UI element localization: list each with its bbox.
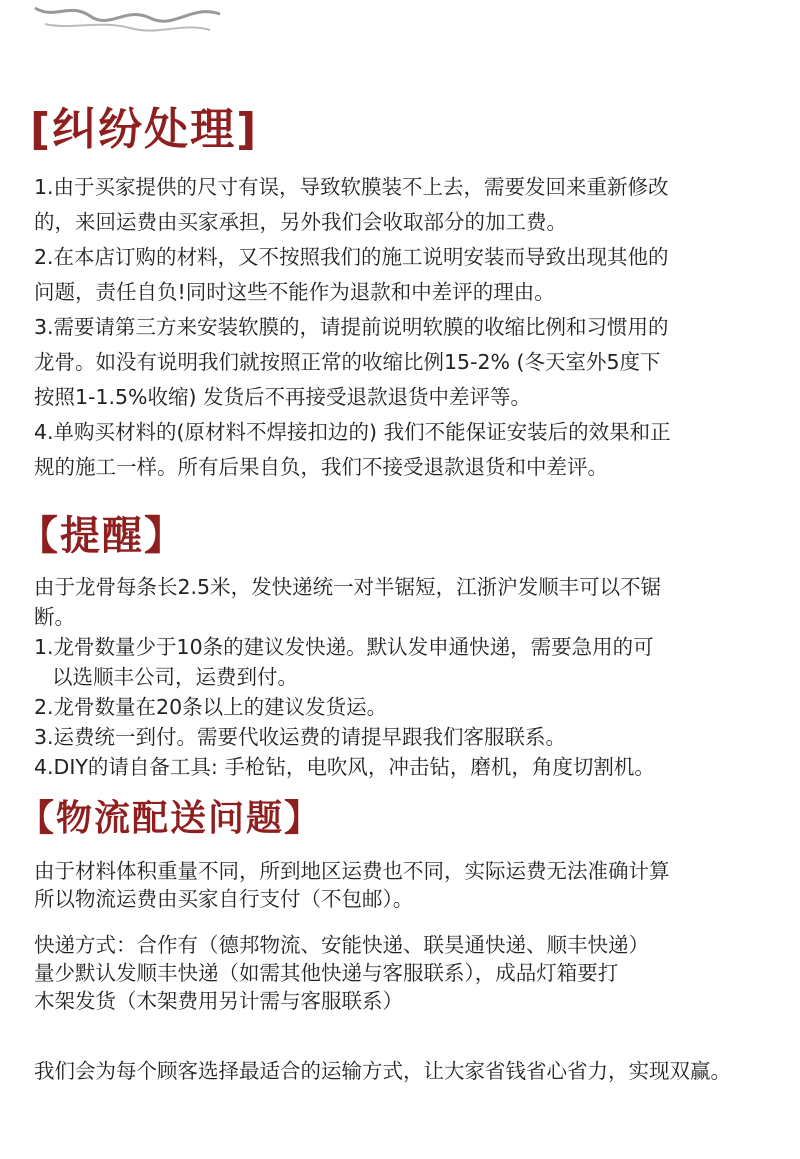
logistics-heading: 【物流配送问题】 bbox=[18, 798, 323, 839]
logistics-section bbox=[0, 795, 800, 1085]
reminder-line: 由于龙骨每条长2.5米，发快递统一对半锯短，江浙沪发顺丰可以不锯 bbox=[34, 575, 662, 599]
dispute-line: 规的施工一样。所有后果自负，我们不接受退款退货和中差评。 bbox=[34, 455, 608, 479]
dispute-line: 龙骨。如没有说明我们就按照正常的收缩比例15-2% (冬天室外5度下 bbox=[34, 350, 661, 374]
top-decoration bbox=[30, 0, 230, 40]
express-line: 量少默认发顺丰快递（如需其他快递与客服联系），成品灯箱要打 bbox=[34, 961, 619, 985]
dispute-line: 3.需要请第三方来安装软膜的，请提前说明软膜的收缩比例和习惯用的 bbox=[34, 315, 669, 339]
dispute-line: 的，来回运费由买家承担，另外我们会收取部分的加工费。 bbox=[34, 210, 567, 234]
dispute-line: 4.单购买材料的(原材料不焊接扣边的) 我们不能保证安装后的效果和正 bbox=[34, 420, 671, 444]
dispute-line: 按照1-1.5%收缩) 发货后不再接受退款退货中差评等。 bbox=[34, 385, 532, 409]
dispute-section bbox=[0, 102, 800, 485]
dispute-line: 1.由于买家提供的尺寸有误，导致软膜装不上去，需要发回来重新修改 bbox=[34, 175, 669, 199]
reminder-line: 4.DIY的请自备工具: 手枪钻，电吹风，冲击钻，磨机，角度切割机。 bbox=[34, 755, 655, 779]
closing-line: 我们会为每个顾客选择最适合的运输方式，让大家省钱省心省力，实现双赢。 bbox=[34, 1059, 731, 1083]
reminder-line: 以选顺丰公司，运费到付。 bbox=[52, 665, 298, 689]
dispute-heading: [纠纷处理] bbox=[30, 104, 259, 155]
reminder-line: 1.龙骨数量少于10条的建议发快递。默认发申通快递，需要急用的可 bbox=[34, 635, 654, 659]
reminder-line: 2.龙骨数量在20条以上的建议发货运。 bbox=[34, 695, 388, 719]
logistics-body bbox=[0, 857, 800, 1085]
logistics-intro-line: 所以物流运费由买家自行支付（不包邮）。 bbox=[34, 887, 414, 911]
dispute-line: 问题，责任自负!同时这些不能作为退款和中差评的理由。 bbox=[34, 280, 555, 304]
dispute-body bbox=[0, 170, 800, 485]
reminder-section bbox=[0, 510, 800, 782]
express-line: 木架发货（木架费用另计需与客服联系） bbox=[34, 989, 403, 1013]
reminder-heading: 【提醒】 bbox=[18, 513, 186, 559]
reminder-line: 断。 bbox=[34, 605, 75, 629]
reminder-line: 3.运费统一到付。需要代收运费的请提早跟我们客服联系。 bbox=[34, 725, 567, 749]
express-line: 快递方式：合作有（德邦物流、安能快递、联昊通快递、顺丰快递） bbox=[34, 933, 649, 957]
logistics-intro-line: 由于材料体积重量不同，所到地区运费也不同，实际运费无法准确计算 bbox=[34, 859, 670, 883]
reminder-body bbox=[0, 572, 800, 782]
dispute-line: 2.在本店订购的材料，又不按照我们的施工说明安装而导致出现其他的 bbox=[34, 245, 669, 269]
